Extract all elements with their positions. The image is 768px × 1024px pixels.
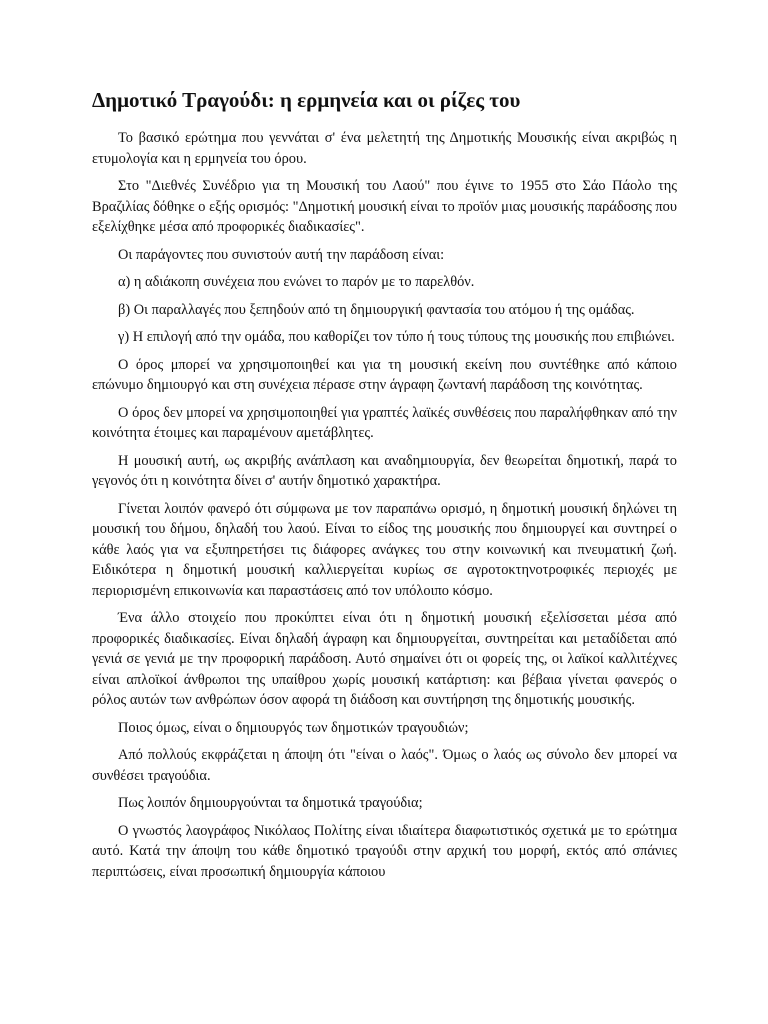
paragraph-question-how: Πως λοιπόν δημιουργούνται τα δημοτικά τραγούδια; bbox=[118, 795, 423, 811]
paragraph-politis: Ο γνωστός λαογράφος Νικόλαος Πολίτης είναι ιδιαίτερα διαφωτιστικός σχετικά με το ερώτημα αυτό. Κατά την άποψη του κάθε δημοτικό τραγούδι στην αρχική του μορφή, εκτός από σπάνιες περιπτώσεις, είναι προσωπική δημιουργία κάποιου bbox=[92, 822, 677, 880]
paragraph-written-compositions: Ο όρος δεν μπορεί να χρησιμοποιηθεί για γραπτές λαϊκές συνθέσεις που παραλήφθηκαν από την κοινότητα έτοιμες και παραμένουν αμετάβλητες. bbox=[92, 404, 677, 441]
paragraph-oral-tradition: Ένα άλλο στοιχείο που προκύπτει είναι ότι η δημοτική μουσική εξελίσσεται μέσα από προφορικές διαδικασίες. Είναι δηλαδή άγραφη και δημιουργείται, συντηρείται και μεταδίδεται από γενιά σε γενιά με την προφορική παράδοση. Αυτό σημαίνει ότι οι φορείς της, οι λαϊκοί καλλιτέχνες είναι απλοϊκοί άνθρωποι της υπαίθρου χωρίς μουσική κατάρτιση: και βέβαια γίνεται φανερός ο ρόλος αυτών των ανθρώπων όσον αφορά τη διάδοση και συντήρηση της δημοτικής μουσικής. bbox=[92, 610, 677, 708]
list-item-c: γ) Η επιλογή από την ομάδα, που καθορίζει τον τύπο ή τους τύπους της μουσικής που επιβιώνει. bbox=[118, 329, 675, 345]
document-title: Δημοτικό Τραγούδι: η ερμηνεία και οι ρίζες του bbox=[92, 88, 521, 112]
paragraph-question-creator: Ποιος όμως, είναι ο δημιουργός των δημοτικών τραγουδιών; bbox=[118, 719, 469, 736]
paragraph-music-of-people: Γίνεται λοιπόν φανερό ότι σύμφωνα με τον παραπάνω ορισμό, η δημοτική μουσική δηλώνει τη μουσική του δήμου, δηλαδή του λαού. Είναι το είδος της μουσικής που δημιουργεί και συντηρεί ο κάθε λαός για να εξυπηρετήσει τις διάφορες ανάγκες του στην κοινωνική και πνευματική ζωή. Ειδικότερα η δημοτική μουσική καλλιεργείται κυρίως σε αγροτοκτηνοτροφικές περιοχές με περιορισμένη επικοινωνία και παραστάσεις από τον υπόλοιπο κόσμο. bbox=[92, 500, 677, 599]
list-item-a: α) η αδιάκοπη συνέχεια που ενώνει το παρόν με το παρελθόν. bbox=[118, 274, 475, 290]
paragraph-people-view: Από πολλούς εκφράζεται η άποψη ότι "είναι ο λαός". Όμως ο λαός ως σύνολο δεν μπορεί να συνθέσει τραγούδια. bbox=[92, 747, 677, 784]
paragraph-named-composer: Ο όρος μπορεί να χρησιμοποιηθεί και για τη μουσική εκείνη που συντέθηκε από κάποιο επώνυμο δημιουργό και στη συνέχεια πέρασε στην άγραφη ζωντανή παράδοση της κοινότητας. bbox=[92, 356, 677, 393]
document-body bbox=[92, 128, 677, 882]
list-item-b: β) Οι παραλλαγές που ξεπηδούν από τη δημιουργική φαντασία του ατόμου ή της ομάδας. bbox=[118, 301, 635, 318]
paragraph-not-folk: Η μουσική αυτή, ως ακριβής ανάπλαση και αναδημιουργία, δεν θεωρείται δημοτική, παρά το γεγονός ότι η κοινότητα δίνει σ' αυτήν δημοτικό χαρακτήρα. bbox=[92, 452, 677, 489]
paragraph-intro: Το βασικό ερώτημα που γεννάται σ' ένα μελετητή της Δημοτικής Μουσικής είναι ακριβώς η ετυμολογία και η ερμηνεία του όρου. bbox=[92, 130, 677, 167]
paragraph-factors-intro: Οι παράγοντες που συνιστούν αυτή την παράδοση είναι: bbox=[118, 246, 445, 263]
paragraph-definition: Στο "Διεθνές Συνέδριο για τη Μουσική του Λαού" που έγινε το 1955 στο Σάο Πάολο της Βραζιλίας δόθηκε ο εξής ορισμός: "Δημοτική μουσική είναι το προϊόν μιας μουσικής παράδοσης που εξελίχθηκε μέσα από προφορικές διαδικασίες". bbox=[92, 178, 677, 235]
